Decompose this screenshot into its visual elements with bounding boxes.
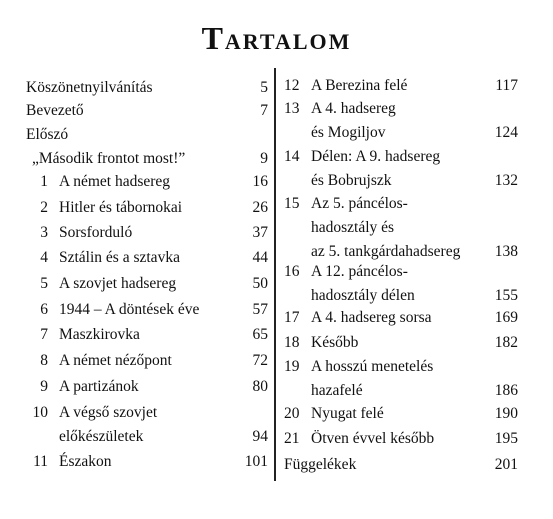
- toc-entry: [26, 351, 268, 375]
- chapter-number: 7: [40, 326, 48, 343]
- chapter-number: 9: [40, 378, 48, 395]
- toc-entry: [284, 76, 518, 100]
- toc-entry: [284, 194, 518, 266]
- page-number: 26: [252, 199, 268, 216]
- page-number: 57: [252, 301, 268, 318]
- toc-entry: [26, 274, 268, 298]
- chapter-title: Nyugat felé: [311, 405, 384, 422]
- chapter-title: „Második frontot most!”: [32, 150, 186, 167]
- chapter-title: A 12. páncélos-: [311, 263, 408, 280]
- chapter-title: Sorsforduló: [59, 224, 133, 241]
- chapter-title: Függelékek: [284, 456, 357, 473]
- chapter-title: A 4. hadsereg: [311, 100, 396, 117]
- chapter-number: 18: [284, 334, 300, 351]
- chapter-title: A német nézőpont: [59, 352, 172, 369]
- toc-entry: [26, 300, 268, 324]
- toc-entry: [26, 248, 268, 272]
- chapter-title: és Bobrujszk: [311, 172, 392, 189]
- chapter-title: Sztálin és a sztavka: [59, 249, 180, 266]
- page-number: 169: [494, 309, 518, 326]
- chapter-number: 3: [40, 224, 48, 241]
- chapter-title: Északon: [59, 453, 112, 470]
- toc-entry: [284, 404, 518, 428]
- toc-entry: [284, 308, 518, 332]
- chapter-number: 19: [284, 358, 300, 375]
- toc-entry: [26, 452, 268, 476]
- chapter-title: Később: [311, 334, 359, 351]
- page-number: 50: [252, 275, 268, 292]
- toc-entry: [284, 262, 518, 310]
- toc-entry: [26, 403, 268, 451]
- toc-entry: [284, 147, 518, 195]
- page-number: 101: [244, 453, 268, 470]
- page-number: 44: [252, 249, 268, 266]
- toc-entry: [26, 78, 268, 102]
- page-number: 186: [494, 382, 518, 399]
- chapter-number: 5: [40, 275, 48, 292]
- chapter-title: hadosztály és: [311, 219, 395, 236]
- chapter-title: A Berezina felé: [311, 77, 408, 94]
- chapter-title: Az 5. páncélos-: [311, 195, 408, 212]
- page-number: 16: [252, 173, 268, 190]
- toc-entry: [26, 223, 268, 247]
- page-number: 182: [494, 334, 518, 351]
- chapter-title: Hitler és tábornokai: [59, 199, 183, 216]
- page-number: 201: [494, 456, 518, 473]
- toc-entry: [284, 357, 518, 405]
- toc-entry: [284, 333, 518, 357]
- page-number: 117: [495, 77, 518, 94]
- page-number: 37: [252, 224, 268, 241]
- toc-entry: [284, 99, 518, 147]
- chapter-title: A hosszú menetelés: [311, 358, 434, 375]
- chapter-number: 6: [40, 301, 48, 318]
- page-number: 155: [494, 287, 518, 304]
- chapter-title: Ötven évvel később: [311, 430, 435, 447]
- chapter-title: Köszönetnyilvánítás: [26, 79, 153, 96]
- chapter-number: 11: [33, 453, 48, 470]
- toc-entry: [26, 325, 268, 349]
- chapter-number: 1: [40, 173, 48, 190]
- page-number: 124: [494, 124, 518, 141]
- chapter-title: Előszó: [26, 126, 69, 143]
- column-divider: [274, 68, 276, 481]
- chapter-number: 17: [284, 309, 300, 326]
- chapter-title: hazafelé: [311, 382, 363, 399]
- page-number: 132: [494, 172, 518, 189]
- chapter-title: és Mogiljov: [311, 124, 386, 141]
- chapter-title: A partizánok: [59, 378, 139, 395]
- toc-entry: [284, 455, 518, 479]
- chapter-title: A szovjet hadsereg: [59, 275, 177, 292]
- chapter-number: 12: [284, 77, 300, 94]
- toc-entry: [284, 429, 518, 453]
- toc-entry: [26, 377, 268, 401]
- toc-entry: [26, 101, 268, 125]
- toc-entry: [26, 172, 268, 196]
- page-number: 94: [252, 428, 268, 445]
- page-number: 5: [260, 79, 268, 96]
- chapter-number: 21: [284, 430, 300, 447]
- toc-entry: [26, 198, 268, 222]
- chapter-title: hadosztály délen: [311, 287, 415, 304]
- chapter-number: 4: [40, 249, 48, 266]
- chapter-number: 13: [284, 100, 300, 117]
- chapter-title: A 4. hadsereg sorsa: [311, 309, 432, 326]
- toc-entry: [26, 125, 268, 173]
- chapter-title: Délen: A 9. hadsereg: [311, 148, 441, 165]
- chapter-number: 2: [40, 199, 48, 216]
- page-number: 7: [260, 102, 268, 119]
- page-number: 80: [252, 378, 268, 395]
- chapter-number: 20: [284, 405, 300, 422]
- page-title: Tartalom: [201, 20, 352, 56]
- page-number: 195: [494, 430, 518, 447]
- chapter-number: 8: [40, 352, 48, 369]
- chapter-title: Maszkirovka: [59, 326, 140, 343]
- chapter-title: az 5. tankgárdahadsereg: [311, 243, 461, 260]
- chapter-number: 15: [284, 195, 300, 212]
- chapter-title: A végső szovjet: [59, 404, 158, 421]
- chapter-title: A német hadsereg: [59, 173, 171, 190]
- page-number: 190: [494, 405, 518, 422]
- chapter-number: 14: [284, 148, 300, 165]
- page-number: 65: [252, 326, 268, 343]
- page-number: 9: [260, 150, 268, 167]
- chapter-title: 1944 – A döntések éve: [59, 301, 200, 318]
- chapter-title: előkészületek: [59, 428, 144, 445]
- chapter-title: Bevezető: [26, 102, 84, 119]
- chapter-number: 16: [284, 263, 300, 280]
- page-number: 138: [494, 243, 518, 260]
- chapter-number: 10: [32, 404, 48, 421]
- page-number: 72: [252, 352, 268, 369]
